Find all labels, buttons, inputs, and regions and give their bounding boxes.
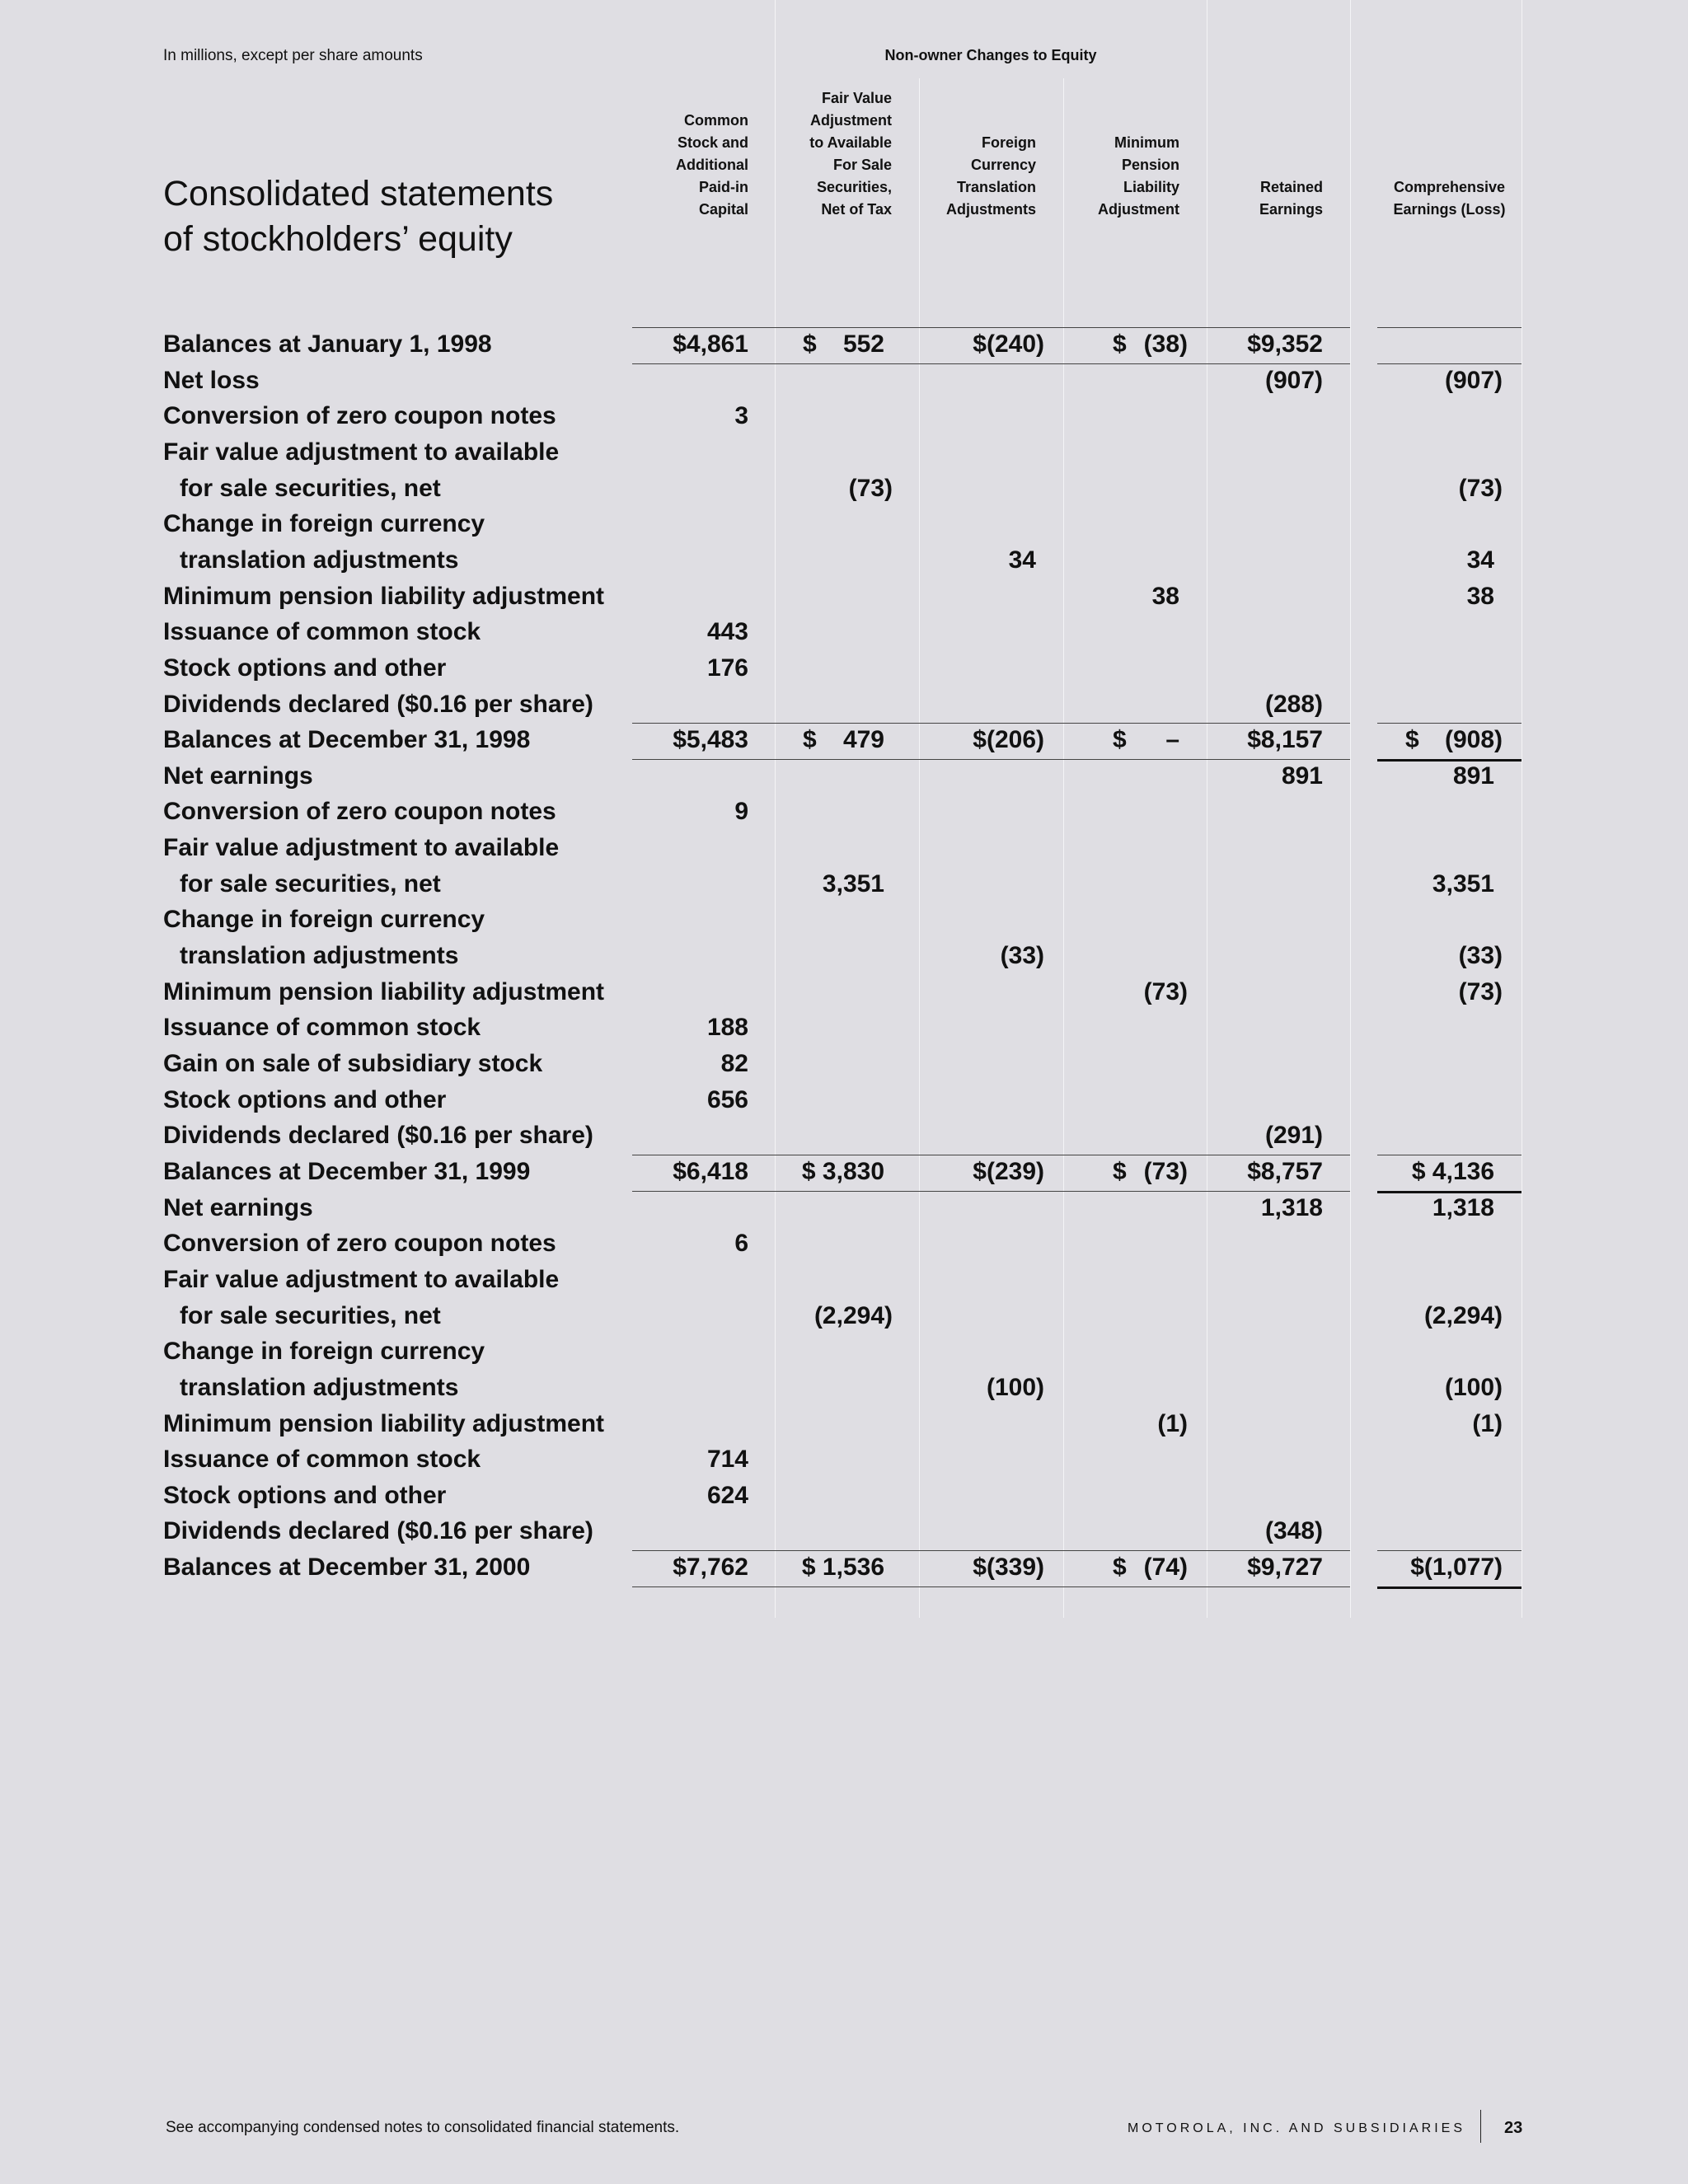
table-row [0,1011,1688,1047]
cell-comprehensive: (33) [1458,942,1503,970]
cell-retained: (348) [1264,1517,1323,1545]
cell-retained: 891 [1281,762,1323,790]
row-label: for sale securities, net [180,474,441,502]
cell-retained: (907) [1264,366,1323,394]
table-row [0,1300,1688,1335]
cell-pension: (73) [1143,977,1188,1005]
cell-comprehensive: (908) [1444,726,1503,754]
cell-common: $5,483 [673,726,748,754]
row-label: Stock options and other [163,1481,447,1509]
table-row [0,1047,1688,1083]
cell-fairvalue: (2,294) [814,1301,893,1329]
row-label: Conversion of zero coupon notes [163,402,556,430]
row-label: for sale securities, net [180,1301,441,1329]
cell-comprehensive: $ 4,136 [1411,1157,1494,1185]
footer-divider [1480,2110,1481,2143]
rule-line [632,1550,1350,1551]
cell-fairvalue: 3,351 [822,869,884,898]
page-title [163,171,553,262]
cell-pension: (1) [1157,1409,1188,1437]
cell-comprehensive: (100) [1444,1373,1503,1401]
column-header-retained: Retained Earnings [1259,179,1323,218]
cell-foreign: $(339) [973,1554,1044,1582]
currency-symbol: $ [803,726,817,754]
cell-common: 188 [706,1014,748,1042]
cell-retained: (291) [1264,1122,1323,1150]
cell-foreign: $(240) [973,330,1044,358]
rule-line [632,1586,1350,1587]
table-row [0,940,1688,975]
title-line-1: Consolidated statements [163,174,554,213]
cell-fairvalue: 552 [842,330,884,358]
cell-common: $4,861 [673,330,748,358]
title-line-2: of stockholders’ equity [163,219,513,259]
table-row [0,1119,1688,1155]
cell-comprehensive: (73) [1458,977,1503,1005]
currency-symbol: $ [1113,726,1127,754]
table-row [0,1443,1688,1479]
row-label: Issuance of common stock [163,618,481,646]
column-header-common: Common Stock and Additional Paid-in Capital [676,112,748,218]
table-row [0,616,1688,651]
currency-symbol: $ [1113,1157,1127,1185]
cell-retained: $8,757 [1247,1157,1323,1185]
table-row [0,1479,1688,1515]
row-label: translation adjustments [180,942,459,970]
company-name: MOTOROLA, INC. AND SUBSIDIARIES [1128,2121,1465,2135]
row-label: Fair value adjustment to available [163,438,560,466]
table-row [0,760,1688,795]
group-header: Non-owner Changes to Equity [884,47,1097,63]
cell-comprehensive: (2,294) [1423,1301,1503,1329]
row-label: Conversion of zero coupon notes [163,798,556,826]
row-label: Change in foreign currency [163,510,485,538]
cell-foreign: 34 [1008,546,1036,574]
cell-fairvalue: 479 [842,726,884,754]
cell-common: 624 [706,1481,748,1509]
cell-comprehensive: (73) [1458,474,1503,502]
rule-line [632,327,1350,328]
table-row [0,364,1688,400]
table-row [0,688,1688,724]
row-label: for sale securities, net [180,869,441,898]
page-number: 23 [1504,2119,1523,2137]
cell-common: 176 [706,654,748,682]
column-header-foreign: Foreign Currency Translation Adjustments [945,134,1036,218]
row-label: Net earnings [163,762,313,790]
row-label: Dividends declared ($0.16 per share) [163,1517,593,1545]
row-label: Minimum pension liability adjustment [163,977,605,1005]
table-row [0,1227,1688,1263]
cell-common: 443 [706,618,748,646]
row-label: translation adjustments [180,1373,459,1401]
footnote: See accompanying condensed notes to consolidated financial statements. [166,2119,680,2136]
table-row [0,832,1688,867]
currency-symbol: $ [803,330,817,358]
row-label: Minimum pension liability adjustment [163,1409,605,1437]
cell-common: 714 [706,1446,748,1474]
row-label: Dividends declared ($0.16 per share) [163,1122,593,1150]
table-row [0,436,1688,471]
cell-pension: – [1165,726,1179,754]
table-row [0,1263,1688,1299]
row-label: Balances at December 31, 1999 [163,1157,531,1185]
cell-comprehensive: 891 [1452,762,1494,790]
cell-common: 3 [734,402,748,430]
table-row [0,544,1688,579]
row-label: Gain on sale of subsidiary stock [163,1050,543,1077]
cell-fairvalue: $ 3,830 [801,1157,884,1185]
currency-symbol: $ [1113,330,1127,358]
cell-comprehensive: 1,318 [1432,1193,1494,1221]
row-label: Dividends declared ($0.16 per share) [163,690,593,718]
cell-common: 656 [706,1085,748,1113]
rule-line [1377,327,1522,328]
column-header-fairvalue: Fair Value Adjustment to Available For Sale Securities, Net of Tax [809,90,892,218]
table-row [0,1192,1688,1227]
row-label: Issuance of common stock [163,1014,481,1042]
units-note: In millions, except per share amounts [163,47,423,64]
table-row [0,976,1688,1011]
cell-pension: (73) [1143,1157,1188,1185]
balance-row [0,724,1688,759]
currency-symbol: $ [1405,726,1419,754]
row-label: Stock options and other [163,654,447,682]
cell-fairvalue: $ 1,536 [801,1554,884,1582]
balance-row [0,328,1688,363]
cell-retained: $9,352 [1247,330,1323,358]
currency-symbol: $ [1113,1554,1127,1582]
row-label: Fair value adjustment to available [163,834,560,862]
row-label: Net earnings [163,1193,313,1221]
rule-line [1377,1550,1522,1551]
cell-comprehensive: (1) [1472,1409,1503,1437]
cell-foreign: $(206) [973,726,1044,754]
table-row [0,580,1688,616]
cell-fairvalue: (73) [848,474,893,502]
table-row [0,1515,1688,1550]
cell-common: $6,418 [673,1157,748,1185]
cell-foreign: (33) [1000,942,1044,970]
rule-line [632,723,1350,724]
row-label: Balances at December 31, 2000 [163,1554,531,1582]
cell-retained: $9,727 [1247,1554,1323,1582]
cell-pension: 38 [1151,582,1179,610]
column-header-comprehensive: Comprehensive Earnings (Loss) [1393,179,1506,218]
table-row [0,1408,1688,1443]
balance-row [0,1551,1688,1586]
row-label: Net loss [163,366,260,394]
table-row [0,1371,1688,1407]
table-row [0,472,1688,508]
row-label: translation adjustments [180,546,459,574]
cell-comprehensive: 38 [1466,582,1494,610]
cell-comprehensive: 34 [1466,546,1494,574]
row-label: Minimum pension liability adjustment [163,582,605,610]
cell-comprehensive: $(1,077) [1410,1554,1503,1582]
cell-common: 82 [720,1050,748,1077]
cell-retained: (288) [1264,690,1323,718]
row-label: Balances at January 1, 1998 [163,330,492,358]
row-label: Change in foreign currency [163,1338,485,1366]
cell-comprehensive: (907) [1444,366,1503,394]
row-label: Stock options and other [163,1085,447,1113]
table-row [0,868,1688,903]
table-row [0,508,1688,543]
cell-retained: 1,318 [1260,1193,1323,1221]
cell-retained: $8,157 [1247,726,1323,754]
rule-line [1377,723,1522,724]
row-label: Conversion of zero coupon notes [163,1230,556,1258]
table-row [0,400,1688,435]
cell-common: 6 [734,1230,748,1258]
table-row [0,795,1688,831]
cell-common: $7,762 [673,1554,748,1582]
cell-foreign: $(239) [973,1157,1044,1185]
table-row [0,652,1688,687]
table-row [0,1084,1688,1119]
cell-pension: (74) [1143,1554,1188,1582]
table-row [0,1335,1688,1371]
balance-row [0,1155,1688,1191]
cell-pension: (38) [1143,330,1188,358]
cell-foreign: (100) [986,1373,1044,1401]
column-header-pension: Minimum Pension Liability Adjustment [1098,134,1179,218]
row-label: Change in foreign currency [163,906,485,934]
cell-common: 9 [734,798,748,826]
row-label: Issuance of common stock [163,1446,481,1474]
table-row [0,903,1688,939]
rule-line [1377,1586,1522,1589]
cell-comprehensive: 3,351 [1432,869,1494,898]
row-label: Balances at December 31, 1998 [163,726,531,754]
row-label: Fair value adjustment to available [163,1265,560,1293]
